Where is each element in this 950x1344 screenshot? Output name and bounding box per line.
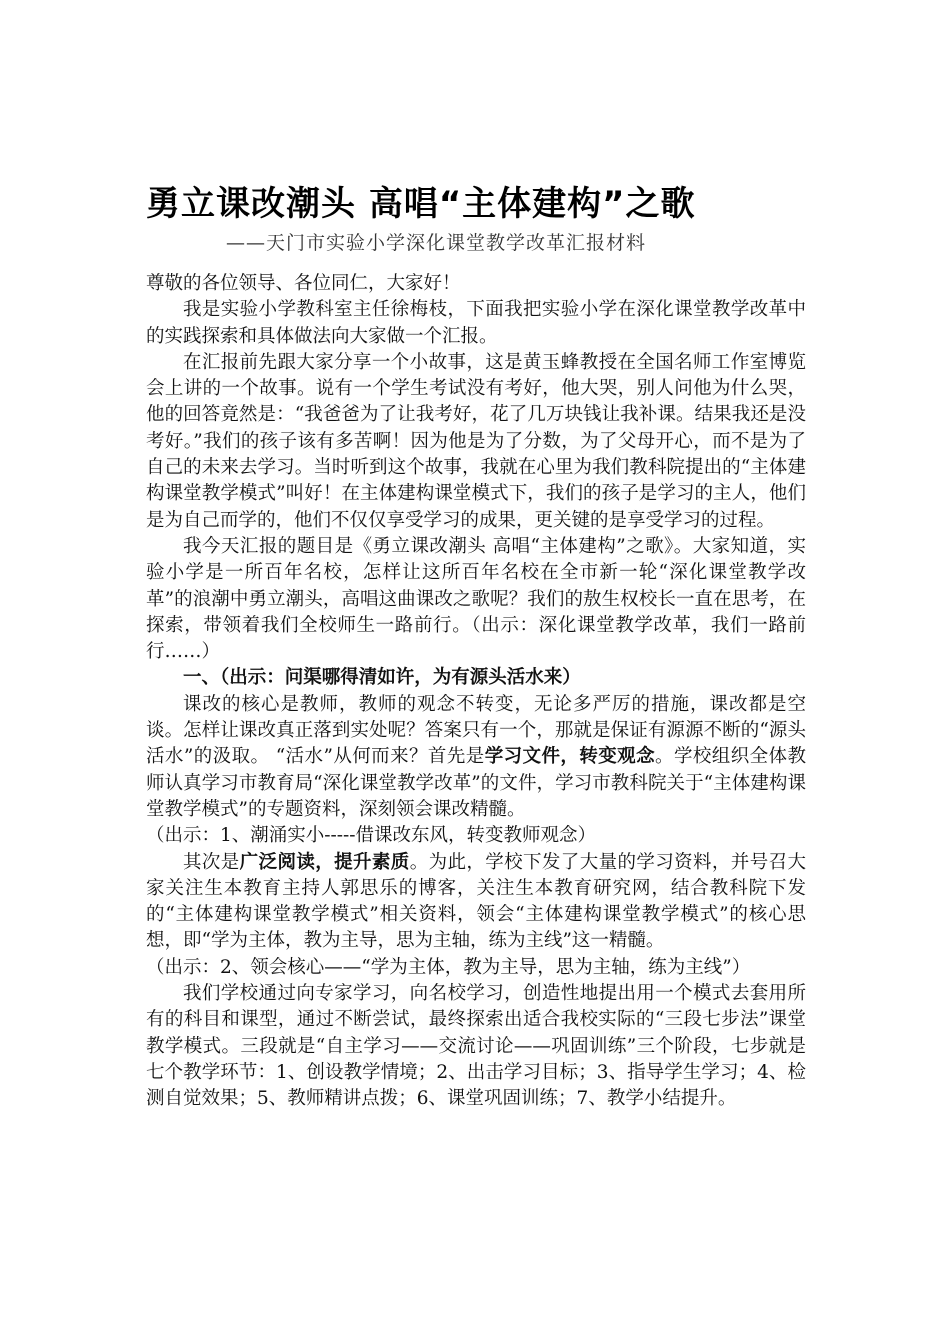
document-subtitle: ——天门市实验小学深化课堂教学改革汇报材料 — [226, 232, 647, 254]
method-paragraph: 我们学校通过向专家学习，向名校学习，创造性地提出用一个模式去套用所有的科目和课型，通过不断尝试，最终探索出适合我校实际的“三段七步法”课堂教学模式。三段就是“自主学习——交流讨论——巩固训练”三个阶段，七步就是七个教学环节：1、创设教学情境；2、出击学习目标；3、指导学生学习；4、检测自觉效果；5、教师精讲点拨；6、课堂巩固训练；7、教学小结提升。 — [146, 983, 806, 1110]
reading-text-b: 。为此，学校下发了大量的学习资料，并号召大家关注生本教育主持人郭思乐的博客，关注生本教育研究网，结合教科院下发的“主体建构课堂教学模式”相关资料，领会“主体建构课堂教学模式”的核心思想，即“学为主体，教为主导，思为主轴，练为主线”这一精髓。 — [146, 851, 806, 952]
topic-paragraph: 我今天汇报的题目是《勇立课改潮头 高唱“主体建构”之歌》。大家知道，实验小学是一所百年名校，怎样让这所百年名校在全市新一轮“深化课堂教学改革”的浪潮中勇立潮头，高唱这曲课改之歌呢？我们的敖生权校长一直在思考，在探索，带领着我们全校师生一路前行。（出示：深化课堂教学改革，我们一路前行……） — [146, 535, 806, 663]
document-title: 勇立课改潮头 高唱“主体建构”之歌 — [146, 184, 696, 224]
reading-text-a: 其次是 — [183, 851, 240, 873]
core-text-a: 课改的核心是教师，教师的观念不转变，无论多严厉的措施，课改都是空谈。怎样让课改真正落到实处呢？答案只有一个，那就是保证有源源不断的“源头活水”的汲取。 “活水”从何而来？首先是 — [146, 693, 806, 768]
intro-paragraph: 我是实验小学教科室主任徐梅枝，下面我把实验小学在深化课堂教学改革中的实践探索和具体做法向大家做一个汇报。 — [146, 299, 806, 347]
reading-emphasis: 广泛阅读，提升素质 — [239, 851, 410, 873]
core-emphasis: 学习文件，转变观念 — [484, 746, 656, 768]
core-paragraph — [146, 692, 806, 823]
greeting-paragraph: 尊敬的各位领导、各位同仁，大家好！ — [146, 273, 461, 294]
story-paragraph: 在汇报前先跟大家分享一个小故事，这是黄玉蜂教授在全国名师工作室博览会上讲的一个故事。说有一个学生考试没有考好，他大哭，别人问他为什么哭，他的回答竟然是：“我爸爸为了让我考好，花了几万块钱让我补课。结果我还是没考好。”我们的孩子该有多苦啊！因为他是为了分数，为了父母开心，而不是为了自己的未来去学习。当时听到这个故事，我就在心里为我们教科院提出的“主体建构课堂教学模式”叫好！在主体建构课堂模式下，我们的孩子是学习的主人，他们是为自己而学的，他们不仅仅享受学习的成果，更关键的是享受学习的过程。 — [146, 351, 806, 531]
reading-paragraph — [146, 850, 806, 955]
show-note-2: （出示：2、领会核心——“学为主体，教为主导，思为主轴，练为主线”） — [146, 956, 751, 978]
core-text-b: 。学校组织全体教师认真学习市教育局“深化课堂教学改革”的文件，学习市教科院关于“主体建构课堂教学模式”的专题资料，深刻领会课改精髓。 — [146, 746, 806, 820]
section-heading-1: 一、（出示：问渠哪得清如许，为有源头活水来） — [183, 667, 581, 689]
document-body — [146, 271, 806, 1113]
show-note-1: （出示：1、潮涌实小-----借课改东风，转变教师观念） — [146, 825, 597, 847]
